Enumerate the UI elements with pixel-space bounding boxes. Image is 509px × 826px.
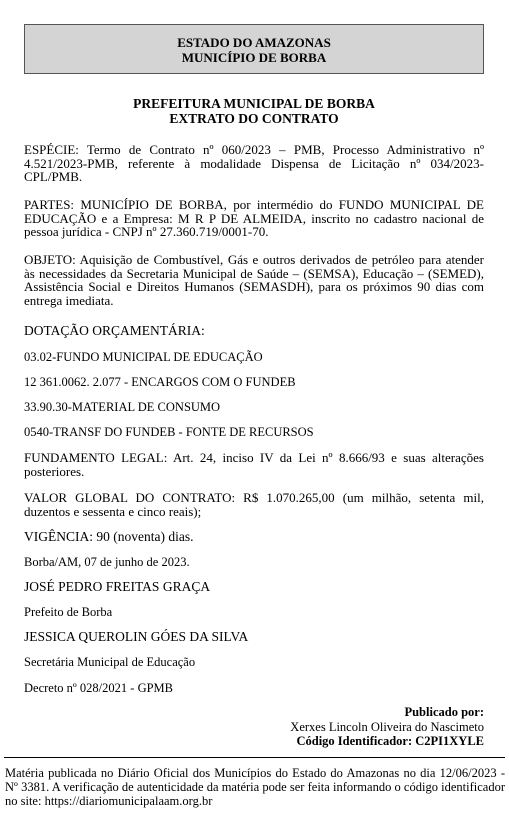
dotacao-label: DOTAÇÃO ORÇAMENTÁRIA: (24, 323, 205, 338)
publication-block (184, 705, 484, 749)
published-by-label: Publicado por: (404, 705, 484, 719)
identifier-line (184, 734, 484, 749)
dotacao-line-2: 12 361.0062. 2.077 - ENCARGOS COM O FUNDEB (24, 375, 296, 389)
footer-divider (4, 757, 505, 758)
vigencia-line: VIGÊNCIA: 90 (noventa) dias. (24, 529, 194, 544)
header-banner (24, 24, 484, 74)
objeto-paragraph: OBJETO: Aquisição de Combustível, Gás e outros derivados de petróleo para atender às necessidades da Secretaria Municipal de Saúde – (SEMSA), Educação – (SEMED), Assistência Social e Direitos Humanos (SEMASDH), para os próximos 90 dias com entrega imediata. (24, 252, 484, 308)
identifier-code: C2PI1XYLE (415, 734, 484, 748)
signatory-1-role: Prefeito de Borba (24, 605, 113, 619)
document-title (24, 96, 484, 126)
signatory-1-name: JOSÉ PEDRO FREITAS GRAÇA (24, 579, 211, 594)
publisher-name: Xerxes Lincoln Oliveira do Nascimeto (290, 719, 484, 734)
footer-notice: Matéria publicada no Diário Oficial dos Municípios do Estado do Amazonas no dia 12/06/2023 - Nº 3381. A verificação de autenticidade da matéria pode ser feita informando o código identificador no site: https://diariomunicipalaam.org.br (5, 766, 505, 808)
dotacao-line-4: 0540-TRANSF DO FUNDEB - FONTE DE RECURSOS (24, 425, 314, 439)
decree-line: Decreto nº 028/2021 - GPMB (24, 681, 173, 695)
state-name: ESTADO DO AMAZONAS (177, 35, 331, 50)
org-name: PREFEITURA MUNICIPAL DE BORBA (133, 96, 375, 111)
dotacao-line-1: 03.02-FUNDO MUNICIPAL DE EDUCAÇÃO (24, 350, 263, 364)
municipality-name: MUNICÍPIO DE BORBA (181, 50, 327, 65)
identifier-label: Código Identificador: (296, 734, 413, 748)
dotacao-line-3: 33.90.30-MATERIAL DE CONSUMO (24, 400, 221, 414)
valor-paragraph: VALOR GLOBAL DO CONTRATO: R$ 1.070.265,00 (um milhão, setenta mil, duzentos e sessenta e cinco reais); (24, 490, 484, 519)
signatory-2-name: JESSICA QUEROLIN GÓES DA SILVA (24, 629, 249, 644)
partes-paragraph: PARTES: MUNICÍPIO DE BORBA, por intermédio do FUNDO MUNICIPAL DE EDUCAÇÃO e a Empresa: M R P DE ALMEIDA, inscrito no cadastro nacional de pessoa jurídica - CNPJ nº 27.360.719/0001-70. (24, 197, 484, 239)
especie-paragraph: ESPÉCIE: Termo de Contrato nº 060/2023 – PMB, Processo Administrativo nº 4.521/2023-PMB, referente à modalidade Dispensa de Licitação nº 034/2023-CPL/PMB. (24, 142, 484, 184)
fundamento-paragraph: FUNDAMENTO LEGAL: Art. 24, inciso IV da Lei nº 8.666/93 e suas alterações posteriores. (24, 450, 484, 479)
doc-type: EXTRATO DO CONTRATO (169, 111, 339, 126)
place-date-line: Borba/AM, 07 de junho de 2023. (24, 555, 190, 569)
signatory-2-role: Secretária Municipal de Educação (24, 655, 196, 669)
